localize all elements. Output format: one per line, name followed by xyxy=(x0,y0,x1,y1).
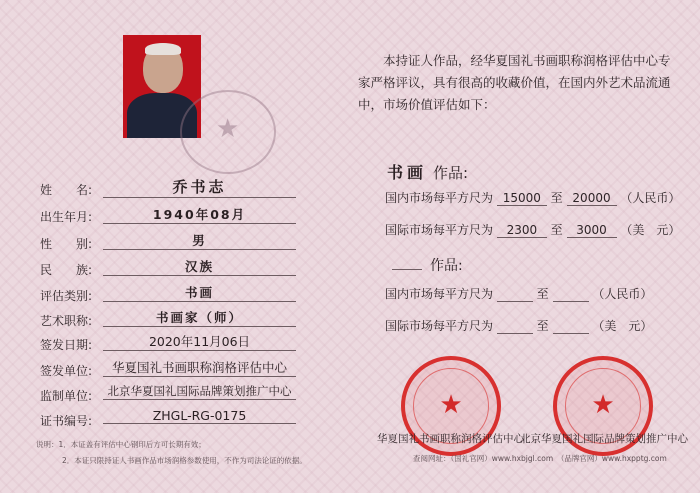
birth-label: 出生年月: xyxy=(40,210,93,224)
intl-from-1: 2300 xyxy=(497,223,547,238)
supervisor-value: 北京华夏国礼国际品牌策划推广中心 xyxy=(103,383,296,400)
domestic-unit-1: （人民币） xyxy=(620,191,681,205)
intl-prefix-1: 国际市场每平方尺为 xyxy=(385,223,494,237)
photo-embossed-seal: ★ xyxy=(180,90,276,174)
note-1: 说明：1．本证盖有评估中心钢印后方可长期有效； xyxy=(36,440,206,449)
cert-number-value: ZHGL-RG-0175 xyxy=(103,408,296,424)
domestic-price-row-2 xyxy=(385,285,652,302)
category1-name: 书画 xyxy=(387,163,428,182)
category-label: 评估类别: xyxy=(40,289,93,303)
gender-value: 男 xyxy=(103,231,296,250)
issuer-value: 华夏国礼书画职称润格评估中心 xyxy=(103,358,296,377)
cert-number-label: 证书编号: xyxy=(40,414,93,428)
intl-unit-1: （美 元） xyxy=(620,223,681,237)
domestic-upper-1: 20000 xyxy=(567,191,617,206)
domestic-from-1: 15000 xyxy=(497,191,547,206)
issue-date-value: 2020年11月06日 xyxy=(103,332,296,351)
domestic-to-2: 至 xyxy=(536,287,549,301)
intl-unit-2: （美 元） xyxy=(592,319,653,333)
birth-value: 1940年08月 xyxy=(103,205,296,224)
intl-to-2: 至 xyxy=(536,319,549,333)
category2-name xyxy=(392,269,422,270)
category1-heading xyxy=(387,160,468,183)
domestic-prefix-2: 国内市场每平方尺为 xyxy=(385,287,494,301)
issuer-label: 签发单位: xyxy=(40,364,93,378)
ethnicity-value: 汉族 xyxy=(103,257,296,276)
intl-prefix-2: 国际市场每平方尺为 xyxy=(385,319,494,333)
name-label: 姓 名: xyxy=(40,183,93,197)
intl-upper-1: 3000 xyxy=(567,223,617,238)
category2-heading xyxy=(392,255,463,275)
ethnicity-label: 民 族: xyxy=(40,263,93,277)
domestic-unit-2: （人民币） xyxy=(592,287,653,301)
supervisor-label: 监制单位: xyxy=(40,389,93,403)
intl-price-row-1 xyxy=(385,221,680,238)
certification-paragraph: 本持证人作品，经华夏国礼书画职称润格评估中心专家严格评议，具有很高的收藏价值，在国内外艺术品流通中，市场价值评估如下： xyxy=(358,53,671,112)
issue-date-label: 签发日期: xyxy=(40,338,93,352)
title-label: 艺术职称: xyxy=(40,314,93,328)
intl-to-1: 至 xyxy=(550,223,563,237)
gender-label: 性 别: xyxy=(40,237,93,251)
brand-center-seal: ★ xyxy=(553,356,653,456)
signer-2: 北京华夏国礼国际品牌策划推广中心 xyxy=(520,433,688,445)
domestic-prefix-1: 国内市场每平方尺为 xyxy=(385,191,494,205)
domestic-price-row-1 xyxy=(385,189,680,206)
domestic-to-1: 至 xyxy=(550,191,563,205)
signer-1: 华夏国礼书画职称润格评估中心 xyxy=(377,433,524,445)
category1-suffix: 作品: xyxy=(433,164,469,182)
category-value: 书画 xyxy=(103,283,296,302)
note-2: 2．本证只限持证人书画作品市场润格参数使用，不作为司法论证的依据。 xyxy=(62,456,307,465)
website-line: 查阅网址：（国礼官网）www.hxbjgl.com （品牌官网）www.hxpptg.com xyxy=(413,454,667,463)
title-value: 书画家（师） xyxy=(103,308,296,327)
intl-price-row-2 xyxy=(385,317,652,334)
name-value: 乔书志 xyxy=(103,176,296,198)
evaluation-center-seal: ★ xyxy=(401,356,501,456)
category2-suffix: 作品: xyxy=(430,258,463,274)
